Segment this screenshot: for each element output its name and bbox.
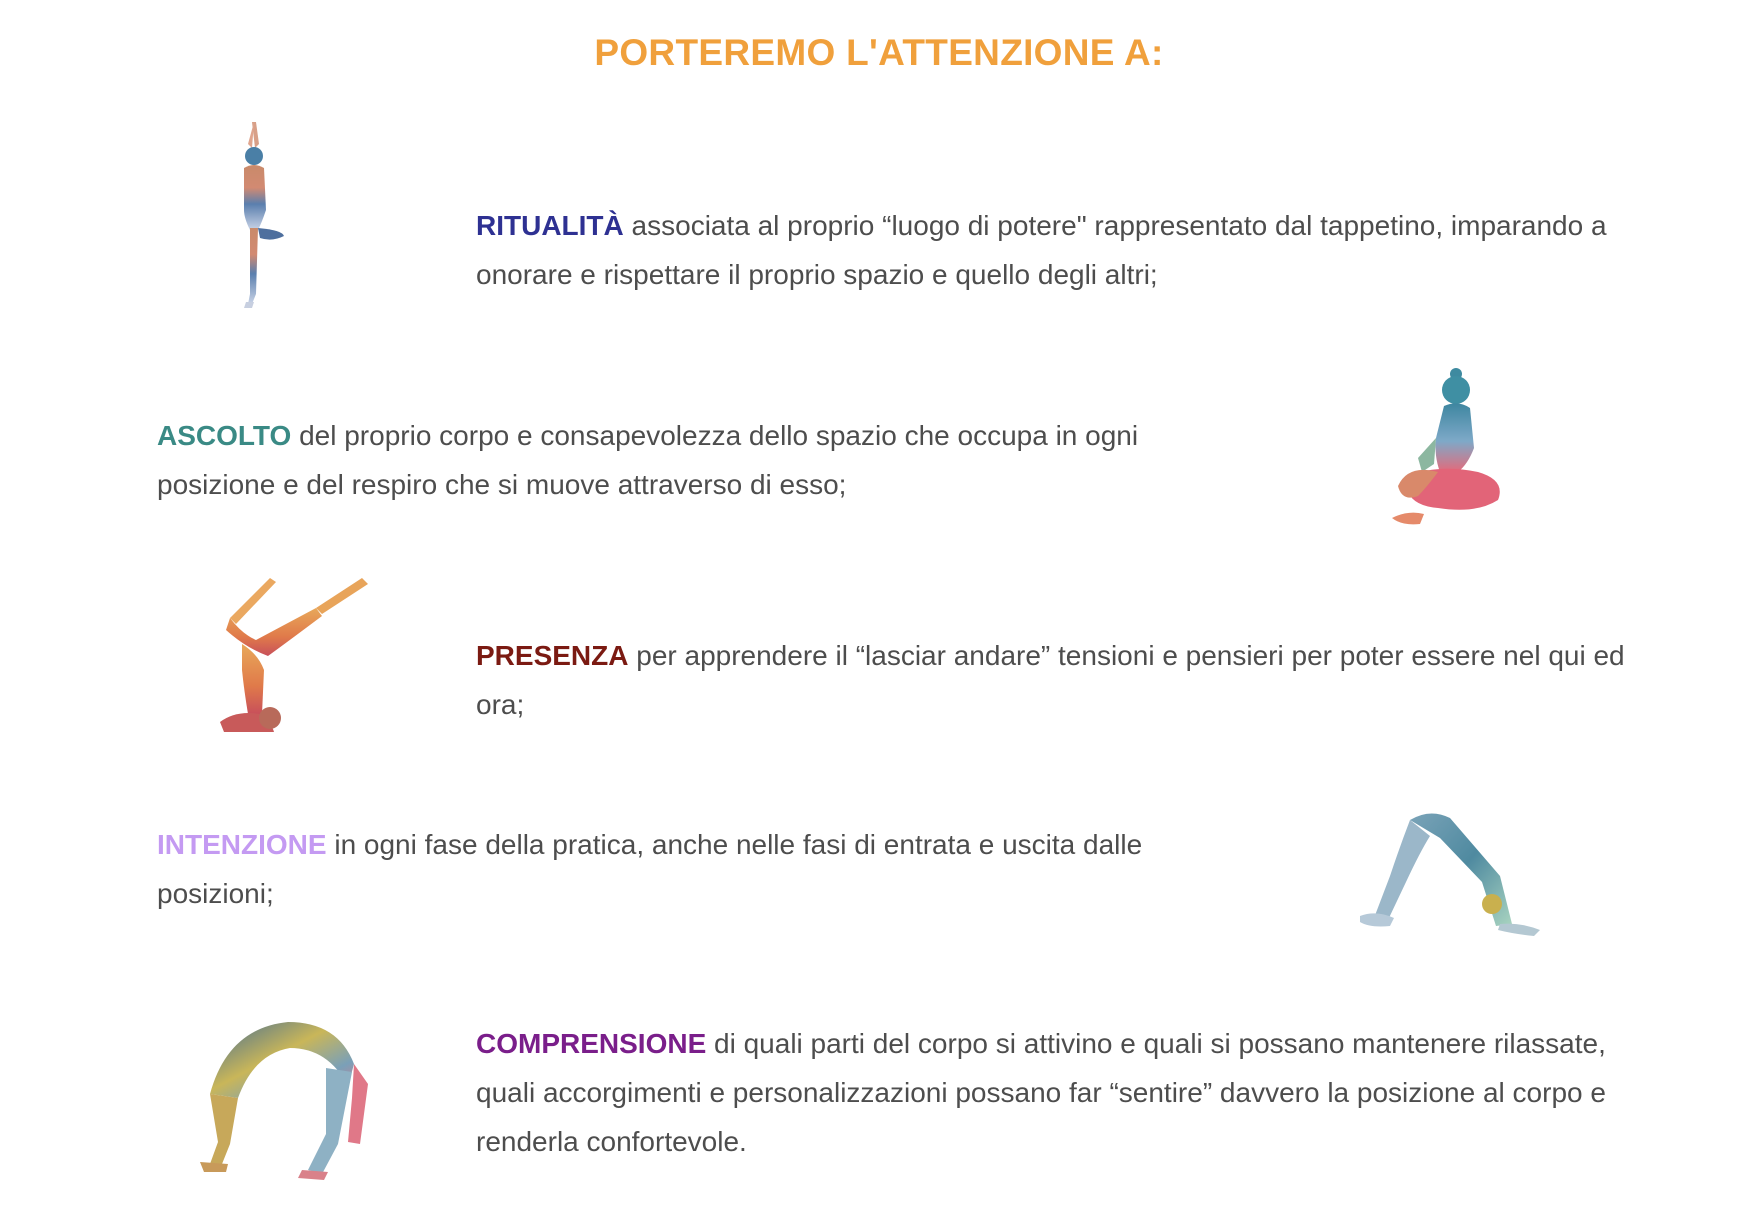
wheel-pose-figure-icon xyxy=(198,1014,373,1184)
downward-dog-figure-icon xyxy=(1350,806,1550,941)
list-item xyxy=(157,411,1217,509)
list-item xyxy=(476,1019,1656,1166)
item-keyword: INTENZIONE xyxy=(157,829,327,860)
headstand-pose-figure-icon xyxy=(212,574,372,736)
list-item xyxy=(157,820,1217,918)
item-keyword: PRESENZA xyxy=(476,640,629,671)
item-description: in ogni fase della pratica, anche nelle fasi di entrata e uscita dalle posizioni; xyxy=(157,829,1143,909)
seated-pose-figure-icon xyxy=(1378,368,1518,538)
item-keyword: ASCOLTO xyxy=(157,420,292,451)
page-title: PORTEREMO L'ATTENZIONE A: xyxy=(594,32,1164,73)
item-description: di quali parti del corpo si attivino e quali si possano mantenere rilassate, quali accorgimenti e personalizzazioni possano far “sentire” davvero la posizione al corpo e renderla confortevole. xyxy=(476,1028,1606,1157)
item-description: per apprendere il “lasciar andare” tensioni e pensieri per poter essere nel qui ed ora; xyxy=(476,640,1625,720)
item-keyword: RITUALITÀ xyxy=(476,210,624,241)
list-item xyxy=(476,631,1656,729)
item-description: associata al proprio “luogo di potere" rappresentato dal tappetino, imparando a onorare e rispettare il proprio spazio e quello degli altri; xyxy=(476,210,1607,290)
list-item xyxy=(476,201,1656,299)
tree-pose-figure-icon xyxy=(222,118,322,313)
item-description: del proprio corpo e consapevolezza dello spazio che occupa in ogni posizione e del respiro che si muove attraverso di esso; xyxy=(157,420,1139,500)
item-keyword: COMPRENSIONE xyxy=(476,1028,707,1059)
